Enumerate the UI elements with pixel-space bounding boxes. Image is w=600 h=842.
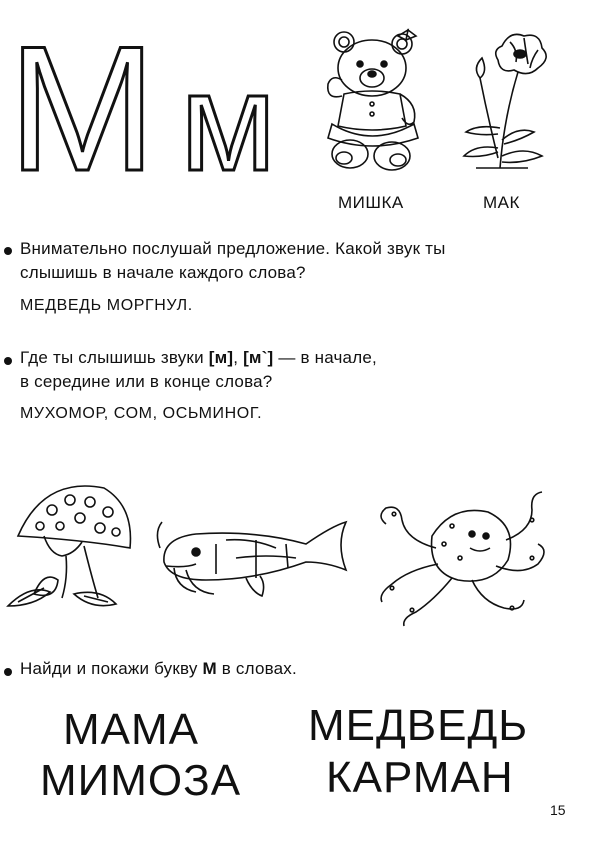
uppercase-letter: М — [8, 30, 157, 180]
sound-hard-m: [м] — [208, 348, 234, 367]
task-2-line-1 — [20, 346, 377, 370]
task-1-example: МЕДВЕДЬ МОРГНУЛ. — [20, 297, 193, 314]
sound-soft-m: [м`] — [243, 348, 274, 367]
bullet-task-2 — [4, 357, 12, 365]
task-2-line-2: в середине или в конце слова? — [20, 372, 273, 391]
letter-m-outline — [4, 30, 304, 180]
poppy-flower-icon — [458, 28, 553, 178]
bullet-task-1 — [4, 247, 12, 255]
mushroom-icon — [4, 482, 134, 622]
task-3-line — [20, 657, 297, 681]
task-1-line-1: Внимательно послушай предложение. Какой звук ты — [20, 239, 446, 258]
task-3-prefix: Найди и покажи букву — [20, 659, 203, 678]
task-3-suffix: в словах. — [216, 659, 297, 678]
picture-caption-poppy: МАК — [483, 193, 520, 212]
lowercase-letter: м — [180, 43, 277, 180]
page-number: 15 — [550, 802, 566, 818]
task-2-sep: , — [233, 348, 244, 367]
task-2-suffix: — в начале, — [273, 348, 377, 367]
word-mimoza: МИМОЗА — [40, 756, 242, 805]
octopus-icon — [372, 490, 554, 628]
catfish-icon — [156, 518, 352, 604]
word-medved: МЕДВЕДЬ — [308, 701, 529, 750]
picture-caption-bear: МИШКА — [338, 193, 404, 212]
bullet-task-3 — [4, 668, 12, 676]
word-karman: КАРМАН — [326, 753, 514, 802]
task-2-prefix: Где ты слышишь звуки — [20, 348, 209, 367]
task-3-letter: М — [202, 659, 217, 678]
teddy-bear-icon — [322, 28, 432, 178]
word-mama: МАМА — [63, 705, 199, 754]
task-1-line-2: слышишь в начале каждого слова? — [20, 263, 306, 282]
task-2-example: МУХОМОР, СОМ, ОСЬМИНОГ. — [20, 405, 263, 422]
